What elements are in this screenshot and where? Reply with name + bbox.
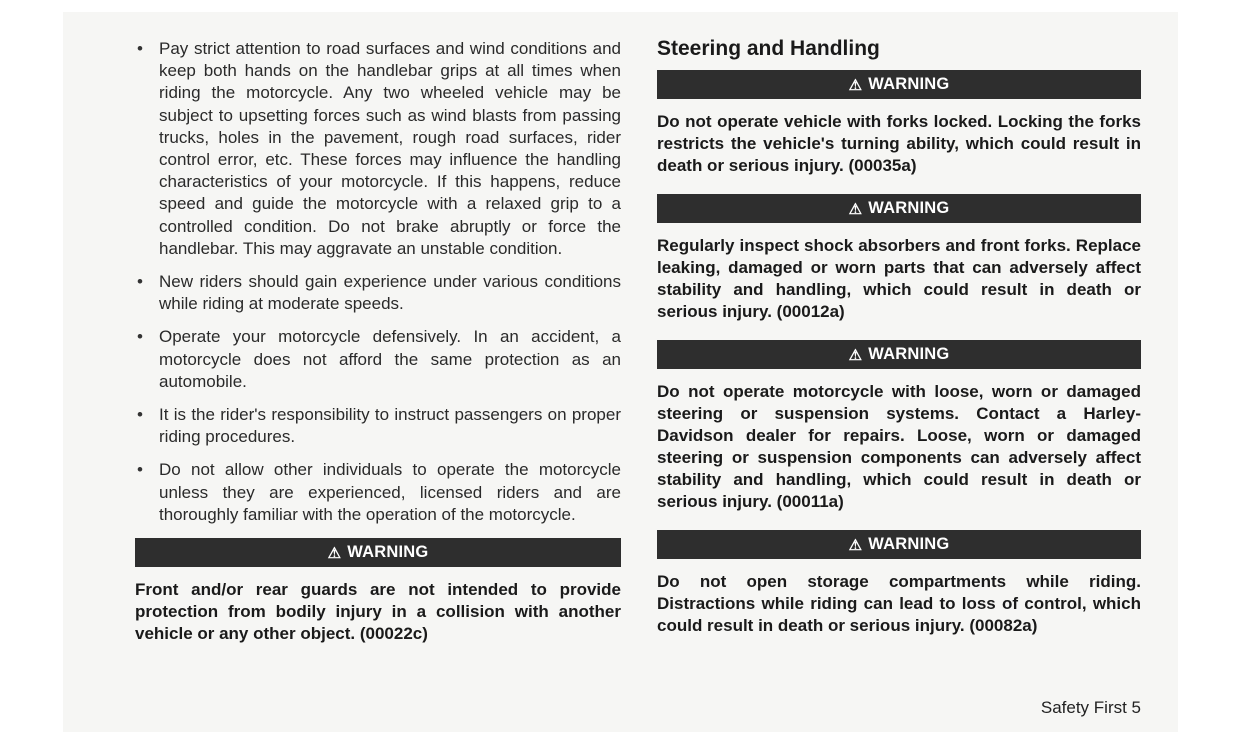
bullet-item	[135, 459, 621, 526]
warning-triangle-icon: ⚠	[848, 536, 863, 554]
warning-text: Regularly inspect shock absorbers and front forks. Replace leaking, damaged or worn parts that can adversely affect stability and handling, which could result in death or serious injury. (00012a)	[657, 236, 1141, 321]
bullet-dot-icon: •	[137, 327, 143, 347]
warning-label: WARNING	[868, 199, 950, 217]
page-footer: Safety First 5	[1040, 698, 1141, 717]
warning-text: Do not operate motorcycle with loose, worn or damaged steering or suspension systems. Contact a Harley-Davidson dealer for repairs. Loose, worn or damaged steering or suspension components can adversely affect stability and handling, which could result in death or serious injury. (00011a)	[657, 382, 1141, 511]
warning-header	[657, 340, 1141, 369]
bullet-item	[135, 271, 621, 315]
warning-triangle-icon: ⚠	[848, 346, 863, 364]
bullet-dot-icon: •	[137, 460, 143, 480]
warning-block	[657, 194, 1141, 323]
warning-text: Do not open storage compartments while riding. Distractions while riding can lead to loss of control, which could result in death or serious injury. (00082a)	[657, 572, 1141, 635]
warning-label: WARNING	[868, 75, 950, 93]
bullet-text: It is the rider's responsibility to instruct passengers on proper riding procedures.	[159, 405, 621, 447]
left-warning-block	[135, 538, 621, 645]
warning-header	[135, 538, 621, 567]
warning-text: Front and/or rear guards are not intended to provide protection from bodily injury in a collision with another vehicle or any other object. (00022c)	[135, 580, 621, 643]
safety-bullet-list	[135, 38, 621, 526]
warning-block	[657, 530, 1141, 637]
warning-label: WARNING	[347, 543, 429, 561]
bullet-dot-icon: •	[137, 272, 143, 292]
warning-block	[657, 70, 1141, 177]
bullet-dot-icon: •	[137, 405, 143, 425]
bullet-item	[135, 326, 621, 393]
bullet-item	[135, 404, 621, 448]
bullet-text: Do not allow other individuals to operate the motorcycle unless they are experienced, licensed riders and are thoroughly familiar with the operation of the motorcycle.	[159, 460, 621, 524]
bullet-item	[135, 38, 621, 260]
warning-header	[657, 70, 1141, 99]
right-column	[657, 36, 1141, 654]
warning-label: WARNING	[868, 345, 950, 363]
bullet-text: Pay strict attention to road surfaces and wind conditions and keep both hands on the handlebar grips at all times when riding the motorcycle. Any two wheeled vehicle may be subject to upsetting forces such as wind blasts from passing trucks, holes in the pavement, rough road surfaces, rider control error, etc. These forces may influence the handling characteristics of your motorcycle. If this happens, reduce speed and guide the motorcycle with a relaxed grip to a controlled condition. Do not brake abruptly or force the handlebar. This may aggravate an unstable condition.	[159, 39, 621, 258]
warning-label: WARNING	[868, 535, 950, 553]
warning-block	[657, 340, 1141, 513]
section-title: Steering and Handling	[657, 37, 880, 60]
warning-header	[657, 194, 1141, 223]
warning-triangle-icon: ⚠	[327, 544, 342, 562]
warning-triangle-icon: ⚠	[848, 76, 863, 94]
bullet-text: Operate your motorcycle defensively. In an accident, a motorcycle does not afford the same protection as an automobile.	[159, 327, 621, 391]
warning-triangle-icon: ⚠	[848, 200, 863, 218]
warning-text: Do not operate vehicle with forks locked. Locking the forks restricts the vehicle's turning ability, which could result in death or serious injury. (00035a)	[657, 112, 1141, 175]
warning-header	[657, 530, 1141, 559]
bullet-text: New riders should gain experience under various conditions while riding at moderate speeds.	[159, 272, 621, 314]
left-column	[135, 38, 621, 537]
bullet-dot-icon: •	[137, 39, 143, 58]
